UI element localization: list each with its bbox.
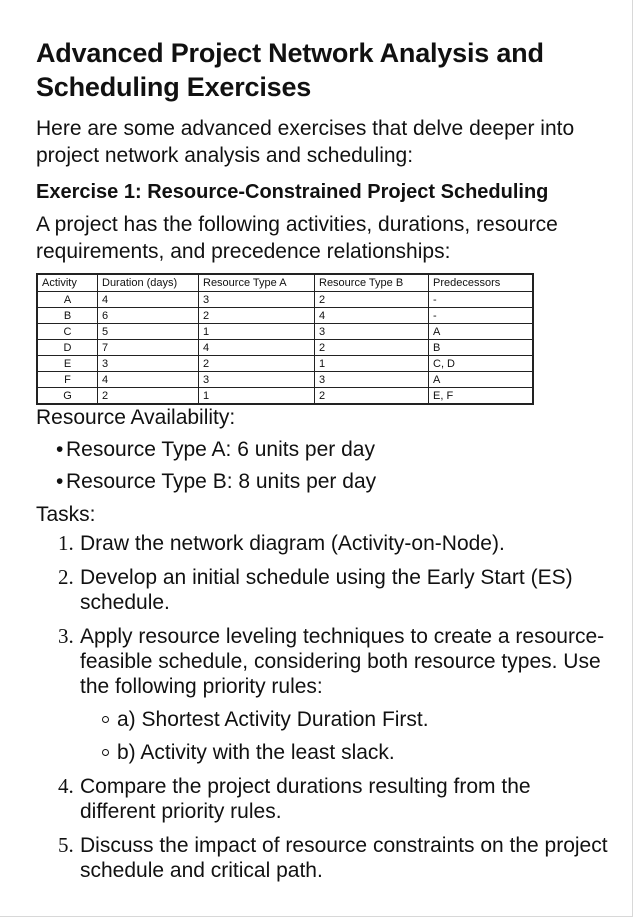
table-cell: D [37, 340, 98, 356]
task-item [36, 565, 610, 615]
task-item [36, 624, 610, 765]
table-cell: 2 [98, 388, 199, 405]
table-cell: 2 [315, 292, 429, 308]
task-text: Draw the network diagram (Activity-on-Node). [80, 532, 505, 555]
table-cell: 1 [315, 356, 429, 372]
column-header-activity: Activity [37, 274, 98, 292]
table-cell: - [429, 308, 534, 324]
column-header-resource-b: Resource Type B [315, 274, 429, 292]
table-cell: 1 [199, 324, 315, 340]
tasks-list [36, 531, 610, 883]
table-cell: B [37, 308, 98, 324]
sub-list-item [80, 707, 610, 732]
table-cell: B [429, 340, 534, 356]
task-number: 4. [58, 774, 74, 798]
table-cell: E, F [429, 388, 534, 405]
table-cell: 3 [98, 356, 199, 372]
sub-item-text: a) Shortest Activity Duration First. [117, 708, 429, 731]
sub-list-item [80, 740, 610, 765]
intro-paragraph: Here are some advanced exercises that delve deeper into project network analysis and scheduling: [36, 117, 575, 167]
table-cell: 2 [199, 356, 315, 372]
task-text: Apply resource leveling techniques to create a resource-feasible schedule, considering both resource types. Use the following priority rules: [80, 625, 605, 698]
table-cell: 2 [315, 388, 429, 405]
table-row [37, 340, 533, 356]
table-row [37, 292, 533, 308]
exercise-description: A project has the following activities, durations, resource requirements, and precedence relationships: [36, 213, 558, 263]
activity-table [36, 273, 534, 405]
task-number: 5. [58, 833, 74, 857]
circle-bullet-icon [102, 716, 109, 723]
column-header-predecessors: Predecessors [429, 274, 534, 292]
table-cell: - [429, 292, 534, 308]
list-item [36, 437, 610, 462]
column-header-resource-a: Resource Type A [199, 274, 315, 292]
table-cell: 3 [199, 372, 315, 388]
page-title: Advanced Project Network Analysis and Scheduling Exercises [36, 38, 544, 102]
task-item [36, 833, 610, 883]
table-cell: 4 [98, 292, 199, 308]
table-cell: 4 [315, 308, 429, 324]
table-cell: F [37, 372, 98, 388]
table-cell: A [429, 324, 534, 340]
task-item [36, 774, 610, 824]
table-cell: 3 [315, 324, 429, 340]
table-row [37, 372, 533, 388]
table-cell: C, D [429, 356, 534, 372]
exercise-heading: Exercise 1: Resource-Constrained Project Scheduling [36, 181, 549, 203]
table-row [37, 308, 533, 324]
column-header-duration: Duration (days) [98, 274, 199, 292]
task-item [36, 531, 610, 556]
table-cell: C [37, 324, 98, 340]
table-cell: 2 [199, 308, 315, 324]
sub-item-text: b) Activity with the least slack. [117, 741, 395, 764]
table-cell: 5 [98, 324, 199, 340]
table-row [37, 356, 533, 372]
circle-bullet-icon [102, 749, 109, 756]
task-number: 2. [58, 565, 74, 589]
resource-availability-label: Resource Availability: [36, 406, 236, 429]
task-text: Develop an initial schedule using the Early Start (ES) schedule. [80, 566, 573, 614]
task-number: 1. [58, 531, 74, 555]
table-cell: 3 [315, 372, 429, 388]
list-item-text: Resource Type B: 8 units per day [66, 470, 377, 493]
table-cell: E [37, 356, 98, 372]
list-item-text: Resource Type A: 6 units per day [66, 438, 375, 461]
task-text: Discuss the impact of resource constraints on the project schedule and critical path. [80, 834, 608, 882]
table-cell: 7 [98, 340, 199, 356]
table-cell: 4 [199, 340, 315, 356]
bullet-icon: • [56, 470, 64, 493]
table-row [37, 388, 533, 405]
table-cell: A [429, 372, 534, 388]
table-cell: 2 [315, 340, 429, 356]
table-cell: 3 [199, 292, 315, 308]
table-cell: 1 [199, 388, 315, 405]
list-item [36, 469, 610, 494]
task-number: 3. [58, 624, 74, 648]
task-text: Compare the project durations resulting from the different priority rules. [80, 775, 531, 823]
table-cell: A [37, 292, 98, 308]
table-cell: G [37, 388, 98, 405]
table-cell: 4 [98, 372, 199, 388]
table-cell: 6 [98, 308, 199, 324]
table-header-row [37, 274, 533, 292]
resource-availability-list [36, 437, 610, 494]
bullet-icon: • [56, 438, 64, 461]
table-row [37, 324, 533, 340]
tasks-label: Tasks: [36, 503, 96, 526]
priority-rules-list [80, 707, 610, 765]
